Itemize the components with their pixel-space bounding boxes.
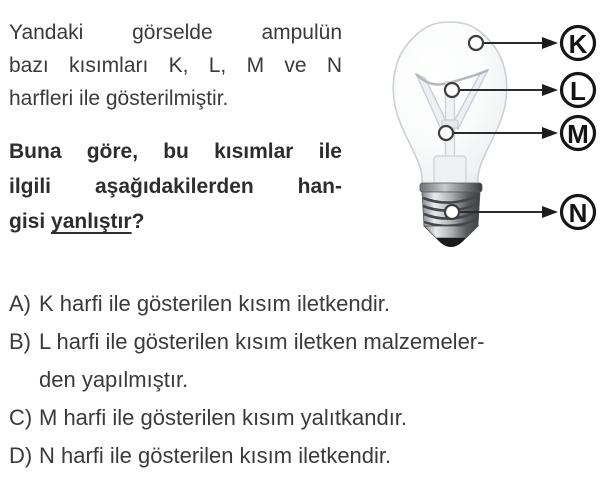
option-c[interactable]	[9, 399, 609, 437]
option-d-text: N harfi ile gösterilen kısım iletkendir.	[39, 443, 392, 468]
stem-base-cylinder	[434, 156, 466, 186]
underlined-keyword: yanlıştır	[51, 210, 132, 233]
label-letter-m: M	[567, 119, 589, 149]
question-stem	[9, 134, 342, 239]
arrowheads	[542, 37, 558, 218]
anchor-dot-m	[439, 126, 453, 140]
screw-base-rim	[420, 183, 482, 192]
stem-line-3: gisi yanlıştır?	[9, 210, 145, 233]
question-block	[9, 16, 342, 239]
anchor-dot-k	[469, 36, 483, 50]
label-letter-n: N	[568, 198, 588, 228]
option-a-letter: A)	[9, 291, 31, 316]
label-letter-k: K	[568, 29, 588, 59]
anchor-dot-l	[445, 83, 459, 97]
option-c-text: M harfi ile gösterilen kısım yalıtkandır.	[39, 405, 408, 430]
answer-options	[9, 285, 609, 475]
stem-line-2: ilgili aşağıdakilerden han-	[9, 175, 342, 198]
intro-line-2: bazı kısımları K, L, M ve N	[9, 54, 342, 77]
label-badges	[562, 27, 595, 229]
option-b[interactable]	[9, 323, 609, 399]
anchor-dot-n	[445, 205, 459, 219]
option-d[interactable]	[9, 437, 609, 475]
intro-line-3: harfleri ile gösterilmiştir.	[9, 87, 229, 110]
option-a[interactable]	[9, 285, 609, 323]
stem-line-1: Buna göre, bu kısımlar ile	[9, 140, 342, 163]
option-c-letter: C)	[9, 405, 33, 430]
screw-base-bottom	[424, 226, 478, 238]
option-a-text: K harfi ile gösterilen kısım iletkendir.	[39, 291, 390, 316]
option-d-letter: D)	[9, 443, 33, 468]
label-letter-l: L	[570, 76, 586, 106]
option-b-letter: B)	[9, 329, 31, 354]
contact-tip	[436, 238, 466, 247]
option-b-text: L harfi ile gösterilen kısım iletken malzemeler- den yapılmıştır.	[39, 329, 485, 392]
intro-line-1: Yandaki görselde ampulün	[9, 21, 342, 44]
light-bulb-illustration	[368, 8, 606, 258]
light-bulb-figure	[368, 8, 606, 258]
question-intro	[9, 16, 342, 115]
